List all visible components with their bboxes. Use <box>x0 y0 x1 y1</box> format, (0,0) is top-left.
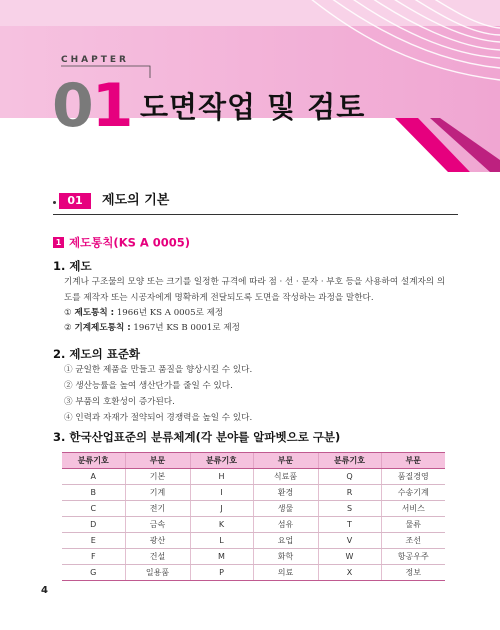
table-cell-code: A <box>62 469 125 485</box>
table-cell-category: 식료품 <box>253 469 318 485</box>
table-header-cell: 분류기호 <box>318 453 381 469</box>
list-text: 1966년 KS A 0005로 제정 <box>114 308 224 318</box>
table-cell-code: Q <box>318 469 381 485</box>
table-cell-category: 요업 <box>253 533 318 549</box>
chapter-title: 도면작업 및 검토 <box>140 90 366 124</box>
list-text: 1967년 KS B 0001로 제정 <box>130 323 240 333</box>
table-row <box>62 549 445 565</box>
table-cell-category: 물류 <box>381 517 445 533</box>
table-header-cell: 부문 <box>253 453 318 469</box>
table-cell-code: V <box>318 533 381 549</box>
table-row <box>62 501 445 517</box>
table-cell-code: R <box>318 485 381 501</box>
chapter-banner <box>0 0 500 172</box>
table-cell-code: B <box>62 485 125 501</box>
drafting-list-item <box>64 307 223 319</box>
table-header-cell: 부문 <box>125 453 190 469</box>
list-marker: ① <box>64 308 72 318</box>
subsection-title: 제도통칙(KS A 0005) <box>69 235 191 250</box>
standardization-item: ③ 부품의 호환성이 증가된다. <box>64 397 175 407</box>
list-marker: ② <box>64 323 72 333</box>
subsection-heading <box>53 232 190 248</box>
table-header-cell: 분류기호 <box>190 453 253 469</box>
section-title: 제도의 기본 <box>102 193 170 208</box>
classification-table <box>62 452 445 581</box>
table-cell-category: 항공우주 <box>381 549 445 565</box>
table-row <box>62 469 445 485</box>
drafting-paragraph <box>64 274 449 306</box>
table-cell-code: M <box>190 549 253 565</box>
table-cell-category: 전기 <box>125 501 190 517</box>
table-cell-category: 환경 <box>253 485 318 501</box>
table-cell-category: 생물 <box>253 501 318 517</box>
table-row <box>62 565 445 581</box>
table-cell-category: 금속 <box>125 517 190 533</box>
chapter-label: CHAPTER <box>61 55 129 65</box>
list-term: 기계제도통칙 : <box>74 323 131 333</box>
table-cell-category: 의료 <box>253 565 318 581</box>
table-cell-category: 기계 <box>125 485 190 501</box>
table-cell-code: F <box>62 549 125 565</box>
table-cell-category: 정보 <box>381 565 445 581</box>
table-cell-code: K <box>190 517 253 533</box>
chapter-number <box>52 71 132 141</box>
standardization-item: ① 균일한 제품을 만들고 품질을 향상시킬 수 있다. <box>64 365 253 375</box>
page-number: 4 <box>41 585 48 596</box>
heading-classification: 3. 한국산업표준의 분류체계(각 분야를 알파벳으로 구분) <box>53 430 341 444</box>
subsection-number: 1 <box>53 237 64 248</box>
table-cell-code: C <box>62 501 125 517</box>
table-cell-category: 광산 <box>125 533 190 549</box>
table-cell-category: 화학 <box>253 549 318 565</box>
table-body <box>62 469 445 581</box>
table-cell-code: P <box>190 565 253 581</box>
table-header-cell: 분류기호 <box>62 453 125 469</box>
drafting-list-item <box>64 322 240 334</box>
table-cell-code: G <box>62 565 125 581</box>
standardization-item: ② 생산능률을 높여 생산단가를 줄일 수 있다. <box>64 381 233 391</box>
table-cell-category: 일용품 <box>125 565 190 581</box>
table-cell-code: I <box>190 485 253 501</box>
table-cell-code: H <box>190 469 253 485</box>
table-header-cell: 부문 <box>381 453 445 469</box>
section-rule <box>53 214 458 215</box>
banner-top-band <box>0 0 500 26</box>
table-cell-code: X <box>318 565 381 581</box>
table-header-row <box>62 453 445 469</box>
table-row <box>62 485 445 501</box>
list-term: 제도통칙 : <box>74 308 115 318</box>
drafting-paragraph-line-2: 도를 제작자 또는 시공자에게 명확하게 전달되도록 도면을 작성하는 과정을 말한다. <box>64 293 374 303</box>
standardization-item: ④ 인력과 자재가 절약되어 경쟁력을 높일 수 있다. <box>64 413 253 423</box>
section-heading <box>53 191 458 215</box>
table-cell-category: 품질경영 <box>381 469 445 485</box>
table-cell-category: 기본 <box>125 469 190 485</box>
table-cell-category: 섬유 <box>253 517 318 533</box>
table-cell-category: 조선 <box>381 533 445 549</box>
table-row <box>62 533 445 549</box>
table-cell-code: T <box>318 517 381 533</box>
table-cell-category: 건설 <box>125 549 190 565</box>
section-badge: 01 <box>59 193 91 209</box>
heading-standardization: 2. 제도의 표준화 <box>53 347 141 361</box>
table-cell-code: L <box>190 533 253 549</box>
chapter-number-second: 1 <box>91 71 132 141</box>
section-bullet <box>53 201 56 204</box>
table-cell-code: E <box>62 533 125 549</box>
heading-drafting: 1. 제도 <box>53 259 92 273</box>
table-cell-category: 수송기계 <box>381 485 445 501</box>
table-cell-code: J <box>190 501 253 517</box>
drafting-paragraph-line-1: 기계나 구조물의 모양 또는 크기를 일정한 규격에 따라 점 · 선 · 문자 · 부호 등을 사용하여 설계자의 의 <box>64 277 446 287</box>
table-cell-code: D <box>62 517 125 533</box>
table-cell-code: W <box>318 549 381 565</box>
table-cell-category: 서비스 <box>381 501 445 517</box>
table-cell-code: S <box>318 501 381 517</box>
table-row <box>62 517 445 533</box>
chapter-number-first: 0 <box>52 71 92 141</box>
